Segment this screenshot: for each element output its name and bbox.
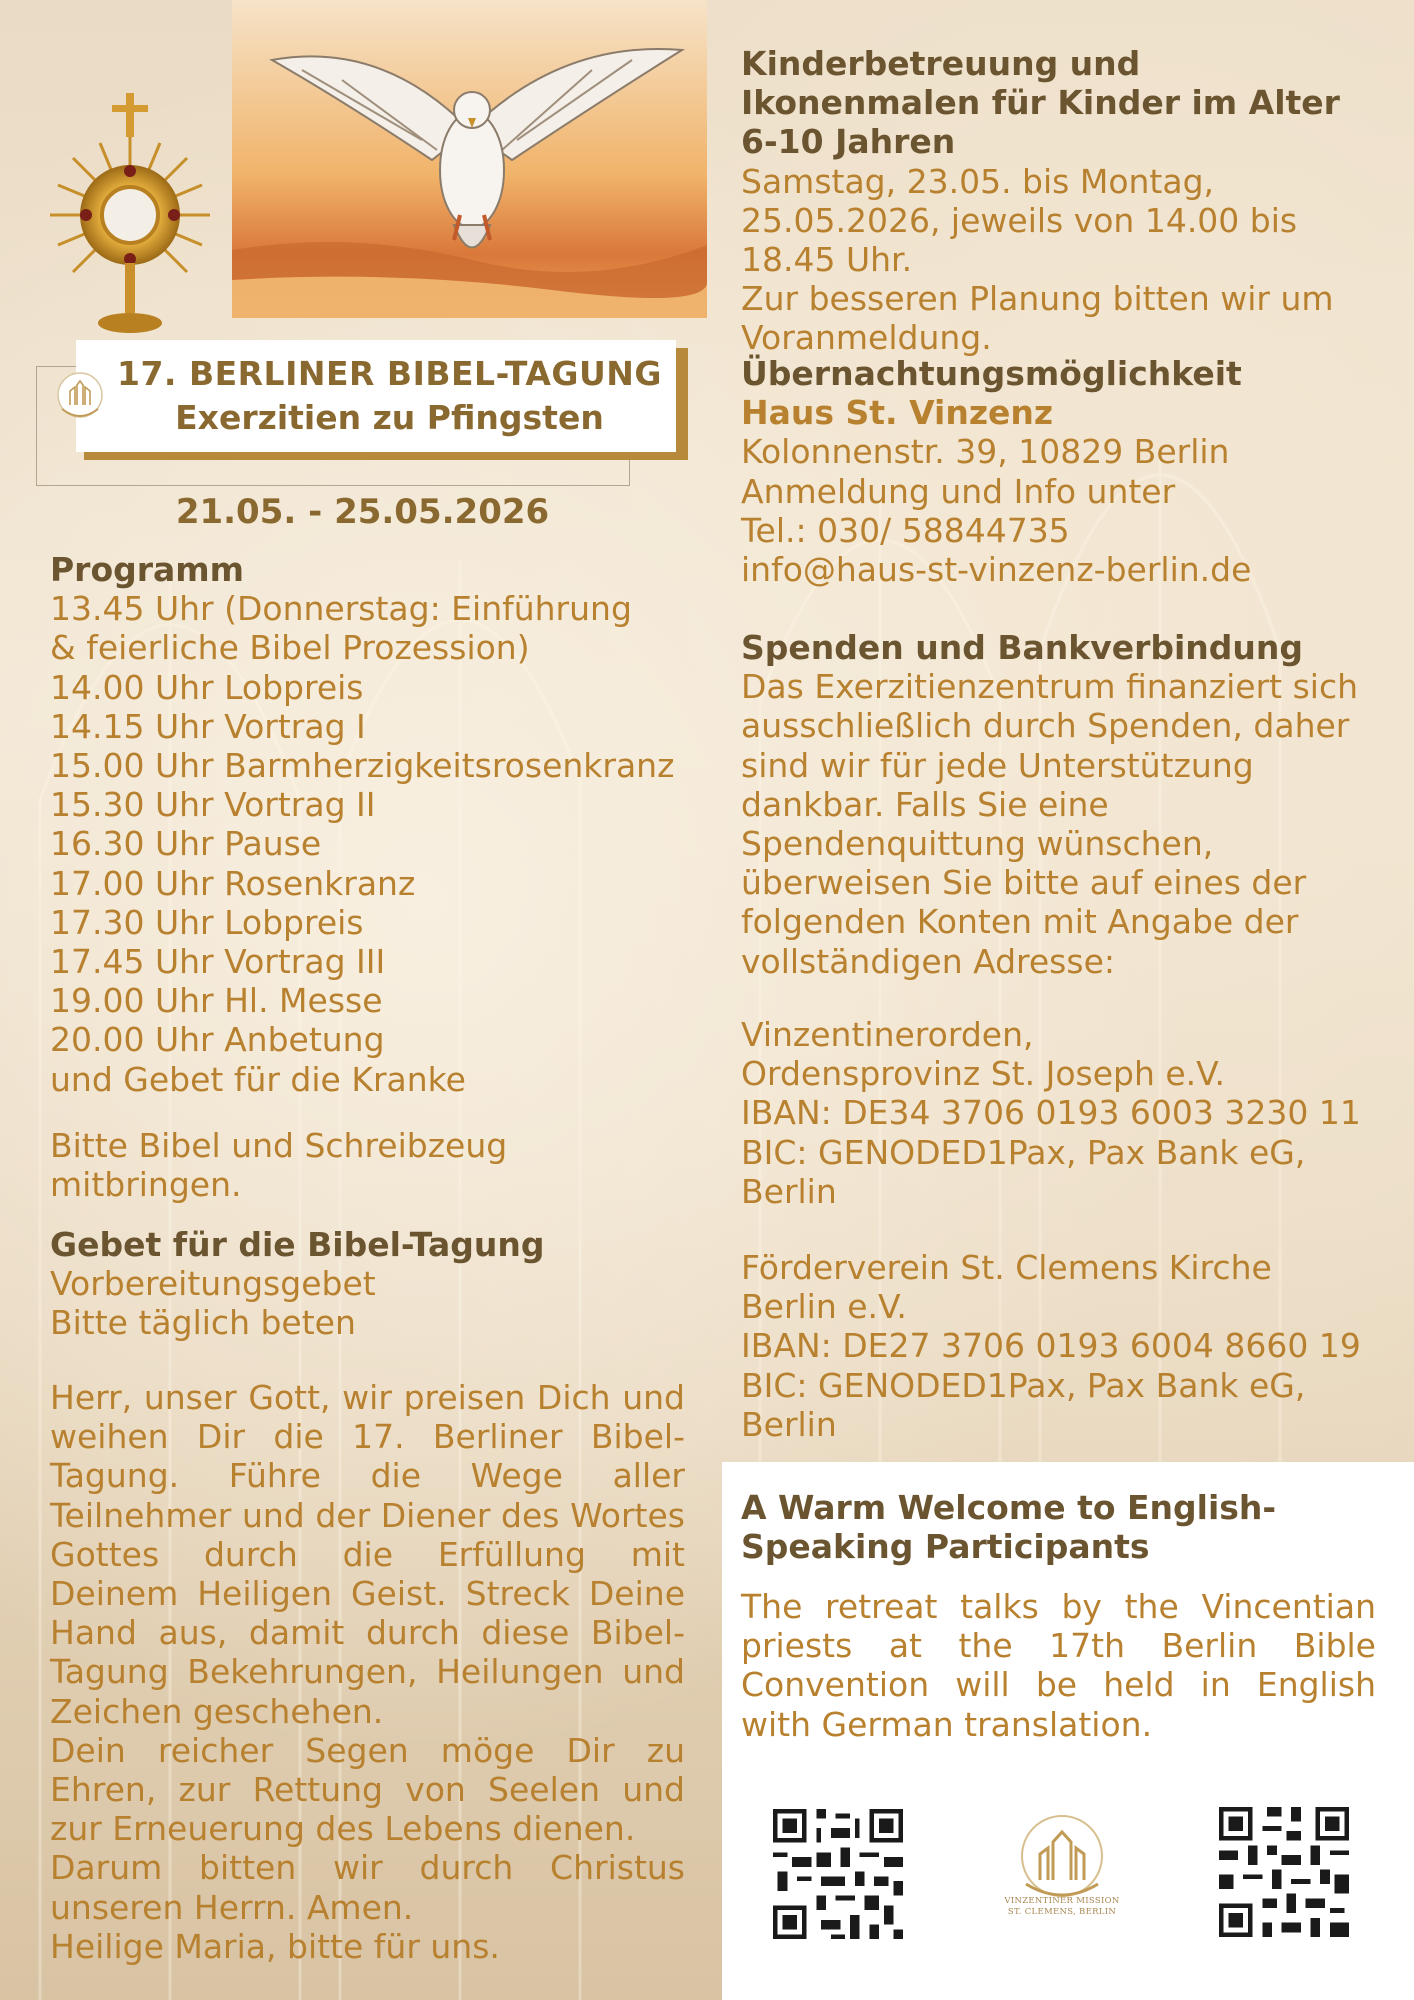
programm-note-text: Bitte Bibel und Schreibzeug mitbringen. (50, 1126, 508, 1205)
programm-note (50, 1126, 570, 1204)
gebet-para1: Herr, unser Gott, wir preisen Dich und weihen Dir die 17. Berliner Bibel-Tagung. Führe die Wege aller Teilnehmer und der Diener des Wortes Gottes durch die Erfüllung mit Deinem Heiligen Geist. Streck Deine Hand aus, damit durch diese Bibel-Tagung Bekehrungen, Heilungen und Zeichen geschehen. (50, 1378, 685, 1731)
kinder-text1: Samstag, 23.05. bis Montag, 25.05.2026, jeweils von 14.00 bis 18.45 Uhr. (741, 161, 1298, 280)
programm-item: 13.45 Uhr (Donnerstag: Einführung (50, 589, 632, 629)
small-church-logo-icon (50, 365, 110, 425)
kinder-text2: Zur besseren Planung bitten wir um Voranmeldung. (741, 279, 1334, 358)
bank1-name2: Ordensprovinz St. Joseph e.V. (741, 1054, 1225, 1094)
kinder-heading: Kinderbetreuung und Ikonenmalen für Kinder im Alter 6-10 Jahren (741, 44, 1340, 162)
programm-item: 14.00 Uhr Lobpreis (50, 667, 364, 707)
programm-section (50, 550, 710, 1099)
uebernachtung-section (741, 354, 1401, 589)
programm-item: 17.00 Uhr Rosenkranz (50, 863, 416, 903)
welcome-body (741, 1587, 1376, 1744)
uebernachtung-address: Kolonnenstr. 39, 10829 Berlin (741, 432, 1230, 472)
event-dates: 21.05. - 25.05.2026 (175, 492, 550, 532)
programm-item: 19.00 Uhr Hl. Messe (50, 981, 383, 1021)
qr-code-left-icon[interactable] (768, 1804, 908, 1944)
bank1-name: Vinzentinerorden, (741, 1015, 1034, 1054)
welcome-text: The retreat talks by the Vincentian priests at the 17th Berlin Bible Convention will be held in English with German translation. (741, 1587, 1376, 1744)
spenden-heading: Spenden und Bankverbindung (741, 628, 1304, 667)
programm-heading: Programm (50, 550, 245, 589)
dove-painting (232, 0, 707, 318)
welcome-section (741, 1488, 1376, 1566)
event-subtitle: Exerzitien zu Pfingsten (175, 398, 604, 437)
gebet-heading: Gebet für die Bibel-Tagung (50, 1225, 545, 1264)
gebet-section (50, 1225, 685, 1343)
programm-item: und Gebet für die Kranke (50, 1059, 466, 1099)
spenden-section (741, 628, 1401, 981)
logo-text-line1: VINZENTINER MISSION (1004, 1896, 1120, 1906)
programm-item: 15.30 Uhr Vortrag II (50, 785, 376, 825)
event-title: 17. BERLINER BIBEL-TAGUNG (117, 354, 662, 393)
uebernachtung-heading: Übernachtungsmöglichkeit (741, 354, 1242, 393)
gebet-prayer (50, 1378, 685, 1966)
bank1-bic: BIC: GENODED1Pax, Pax Bank eG, Berlin (741, 1132, 1306, 1211)
programm-item: 15.00 Uhr Barmherzigkeitsrosenkranz (50, 746, 675, 786)
gebet-para3: Darum bitten wir durch Christus unseren Herrn. Amen. (50, 1848, 685, 1927)
programm-item: 20.00 Uhr Anbetung (50, 1020, 385, 1060)
bank2-section (741, 1248, 1401, 1444)
programm-item: 17.45 Uhr Vortrag III (50, 942, 386, 982)
uebernachtung-email[interactable]: info@haus-st-vinzenz-berlin.de (741, 550, 1252, 590)
uebernachtung-tel[interactable]: Tel.: 030/ 58844735 (741, 510, 1070, 550)
logo-text-line2: ST. CLEMENS, BERLIN (1007, 1907, 1117, 1917)
gebet-para2: Dein reicher Segen möge Dir zu Ehren, zur Rettung von Seelen und zur Erneuerung des Lebens dienen. (50, 1730, 685, 1849)
bank1-section (741, 1015, 1401, 1211)
spenden-text: Das Exerzitienzentrum finanziert sich ausschließlich durch Spenden, daher sind wir für jede Unterstützung dankbar. Falls Sie eine Spendenquittung wünschen, überweisen Sie bitte auf eines der folgenden Konten mit Angabe der vollständigen Adresse: (741, 667, 1359, 981)
bank2-bic: BIC: GENODED1Pax, Pax Bank eG, Berlin (741, 1365, 1306, 1444)
gebet-closing: Heilige Maria, bitte für uns. (50, 1926, 500, 1966)
programm-item: 16.30 Uhr Pause (50, 824, 322, 864)
bank2-name: Förderverein St. Clemens Kirche Berlin e.V. (741, 1248, 1272, 1327)
gebet-sub1: Vorbereitungsgebet (50, 1264, 376, 1304)
bank1-iban: IBAN: DE34 3706 0193 6003 3230 11 (741, 1093, 1361, 1133)
programm-item: 14.15 Uhr Vortrag I (50, 706, 366, 746)
uebernachtung-place: Haus St. Vinzenz (741, 393, 1054, 433)
bank2-iban: IBAN: DE27 3706 0193 6004 8660 19 (741, 1326, 1361, 1366)
programm-item: 17.30 Uhr Lobpreis (50, 902, 364, 942)
programm-item: & feierliche Bibel Prozession) (50, 628, 530, 668)
gebet-sub2: Bitte täglich beten (50, 1303, 356, 1343)
qr-code-right-icon[interactable] (1214, 1802, 1354, 1942)
uebernachtung-info: Anmeldung und Info unter (741, 471, 1176, 511)
kinder-section (741, 44, 1391, 358)
monstrance-image (30, 85, 230, 335)
welcome-heading: A Warm Welcome to English-Speaking Participants (741, 1488, 1277, 1567)
